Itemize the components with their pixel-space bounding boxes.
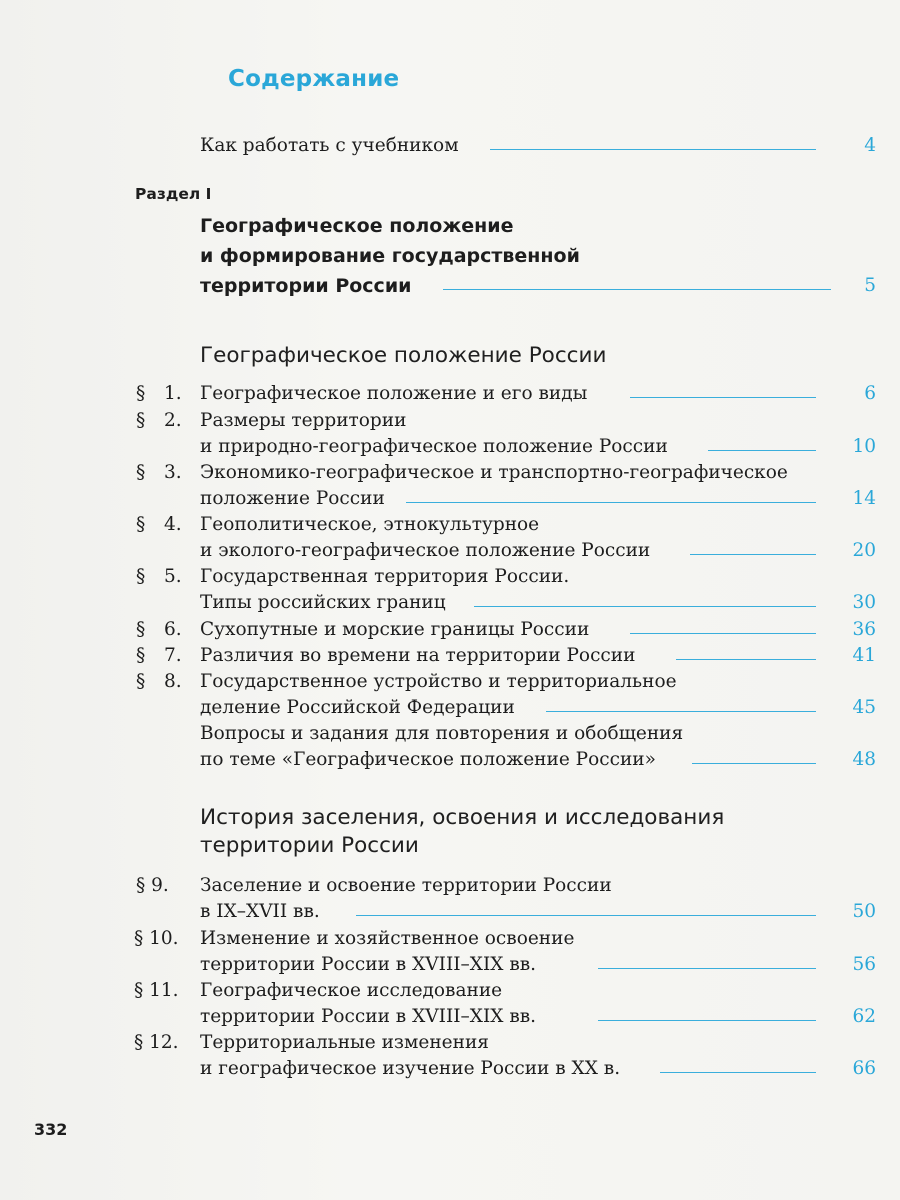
toc-entry-text: территории России в XVIII–XIX вв. bbox=[200, 1006, 537, 1027]
toc-entry-3-cont[interactable] bbox=[0, 486, 900, 512]
leader-line bbox=[406, 502, 816, 503]
page-folio: 332 bbox=[34, 1120, 68, 1139]
toc-page-number: 10 bbox=[852, 436, 876, 457]
toc-entry-8-cont[interactable] bbox=[0, 695, 900, 721]
toc-entry-text: Экономико-географическое и транспортно-географическое bbox=[200, 462, 788, 483]
toc-entry-text: в IX–XVII вв. bbox=[200, 901, 320, 922]
toc-page-number: 62 bbox=[852, 1006, 876, 1027]
toc-entry-12-cont[interactable] bbox=[0, 1056, 900, 1082]
toc-entry-text: Геополитическое, этнокультурное bbox=[200, 514, 540, 535]
toc-page-number: 30 bbox=[852, 592, 876, 613]
toc-page-number: 50 bbox=[852, 901, 876, 922]
toc-page-number: 4 bbox=[864, 135, 876, 156]
toc-entry-text: и географическое изучение России в XX в. bbox=[200, 1058, 621, 1079]
toc-page-number: 41 bbox=[852, 645, 876, 666]
toc-entry-text: Географическое исследование bbox=[200, 980, 503, 1001]
toc-entry-review[interactable] bbox=[0, 721, 900, 747]
paragraph-mark: § 11. bbox=[134, 980, 179, 1001]
leader-line bbox=[630, 633, 816, 634]
section-title-line-2: и формирование государственной bbox=[200, 245, 580, 267]
contents-title: Содержание bbox=[228, 66, 400, 92]
paragraph-mark: § 12. bbox=[134, 1032, 179, 1053]
paragraph-number: 3. bbox=[164, 462, 182, 483]
toc-page-number: 45 bbox=[852, 697, 876, 718]
toc-page-number: 56 bbox=[852, 954, 876, 975]
toc-page-number: 5 bbox=[864, 275, 876, 296]
paragraph-number: 5. bbox=[164, 566, 182, 587]
leader-line bbox=[676, 659, 816, 660]
toc-entry-text: и эколого-географическое положение России bbox=[200, 540, 651, 561]
toc-entry-7[interactable] bbox=[0, 643, 900, 669]
toc-page-number: 48 bbox=[852, 749, 876, 770]
toc-entry-text: и природно-географическое положение России bbox=[200, 436, 668, 457]
paragraph-number: 2. bbox=[164, 410, 182, 431]
leader-line bbox=[356, 915, 816, 916]
paragraph-mark: § bbox=[136, 645, 146, 666]
paragraph-mark: § 9. bbox=[136, 875, 169, 896]
toc-entry-11[interactable] bbox=[0, 978, 900, 1004]
toc-entry-2-cont[interactable] bbox=[0, 434, 900, 460]
toc-entry-12[interactable] bbox=[0, 1030, 900, 1056]
chapter-heading: Географическое положение России bbox=[200, 343, 607, 368]
toc-entry-9-cont[interactable] bbox=[0, 899, 900, 925]
leader-line bbox=[690, 554, 816, 555]
toc-entry-text: Размеры территории bbox=[200, 410, 407, 431]
toc-entry-text: Типы российских границ bbox=[200, 592, 446, 613]
paragraph-number: 4. bbox=[164, 514, 182, 535]
toc-entry-5[interactable] bbox=[0, 564, 900, 590]
leader-line bbox=[474, 606, 816, 607]
paragraph-number: 6. bbox=[164, 619, 182, 640]
toc-entry-text: Вопросы и задания для повторения и обобщения bbox=[200, 723, 684, 744]
paragraph-mark: § bbox=[136, 410, 146, 431]
paragraph-mark: § bbox=[136, 671, 146, 692]
toc-page-number: 66 bbox=[852, 1058, 876, 1079]
toc-entry-5-cont[interactable] bbox=[0, 590, 900, 616]
paragraph-mark: § bbox=[136, 462, 146, 483]
toc-entry-1[interactable] bbox=[0, 381, 900, 407]
chapter-heading-line-2: территории России bbox=[200, 833, 419, 858]
section-title-line-3: территории России bbox=[200, 275, 412, 297]
toc-entry-text: деление Российской Федерации bbox=[200, 697, 515, 718]
paragraph-number: 8. bbox=[164, 671, 182, 692]
toc-entry-10[interactable] bbox=[0, 926, 900, 952]
chapter-heading-line-1: История заселения, освоения и исследования bbox=[200, 805, 725, 830]
toc-entry-text: Сухопутные и морские границы России bbox=[200, 619, 590, 640]
paragraph-mark: § bbox=[136, 566, 146, 587]
toc-entry-2[interactable] bbox=[0, 408, 900, 434]
toc-entry-text: положение России bbox=[200, 488, 385, 509]
section-title-line-1: Географическое положение bbox=[200, 215, 514, 237]
toc-entry-10-cont[interactable] bbox=[0, 952, 900, 978]
paragraph-number: 1. bbox=[164, 383, 182, 404]
toc-entry-11-cont[interactable] bbox=[0, 1004, 900, 1030]
toc-entry-4-cont[interactable] bbox=[0, 538, 900, 564]
section-label: Раздел I bbox=[135, 185, 212, 203]
leader-line bbox=[443, 289, 831, 290]
toc-entry-9[interactable] bbox=[0, 873, 900, 899]
toc-page-number: 20 bbox=[852, 540, 876, 561]
paragraph-number: 7. bbox=[164, 645, 182, 666]
toc-entry-text: Изменение и хозяйственное освоение bbox=[200, 928, 575, 949]
toc-entry-text: Государственное устройство и территориальное bbox=[200, 671, 677, 692]
toc-entry-8[interactable] bbox=[0, 669, 900, 695]
toc-entry-section[interactable] bbox=[0, 273, 900, 299]
toc-entry-3[interactable] bbox=[0, 460, 900, 486]
paragraph-mark: § bbox=[136, 619, 146, 640]
leader-line bbox=[490, 149, 816, 150]
leader-line bbox=[692, 763, 816, 764]
toc-entry-text: Заселение и освоение территории России bbox=[200, 875, 612, 896]
toc-entry-text: Географическое положение и его виды bbox=[200, 383, 588, 404]
toc-entry-review-cont[interactable] bbox=[0, 747, 900, 773]
toc-page-number: 14 bbox=[852, 488, 876, 509]
toc-entry-intro[interactable] bbox=[0, 133, 900, 159]
toc-entry-text: территории России в XVIII–XIX вв. bbox=[200, 954, 537, 975]
leader-line bbox=[598, 1020, 816, 1021]
toc-entry-text: Государственная территория России. bbox=[200, 566, 570, 587]
paragraph-mark: § 10. bbox=[134, 928, 179, 949]
leader-line bbox=[598, 968, 816, 969]
toc-entry-text: Различия во времени на территории России bbox=[200, 645, 636, 666]
paragraph-mark: § bbox=[136, 383, 146, 404]
toc-entry-6[interactable] bbox=[0, 617, 900, 643]
leader-line bbox=[630, 397, 816, 398]
toc-entry-text: Как работать с учебником bbox=[200, 135, 459, 156]
toc-page-number: 6 bbox=[864, 383, 876, 404]
toc-entry-4[interactable] bbox=[0, 512, 900, 538]
toc-entry-text: по теме «Географическое положение России» bbox=[200, 749, 656, 770]
toc-page-number: 36 bbox=[852, 619, 876, 640]
leader-line bbox=[660, 1072, 816, 1073]
leader-line bbox=[546, 711, 816, 712]
toc-entry-text: Территориальные изменения bbox=[200, 1032, 489, 1053]
paragraph-mark: § bbox=[136, 514, 146, 535]
leader-line bbox=[708, 450, 816, 451]
